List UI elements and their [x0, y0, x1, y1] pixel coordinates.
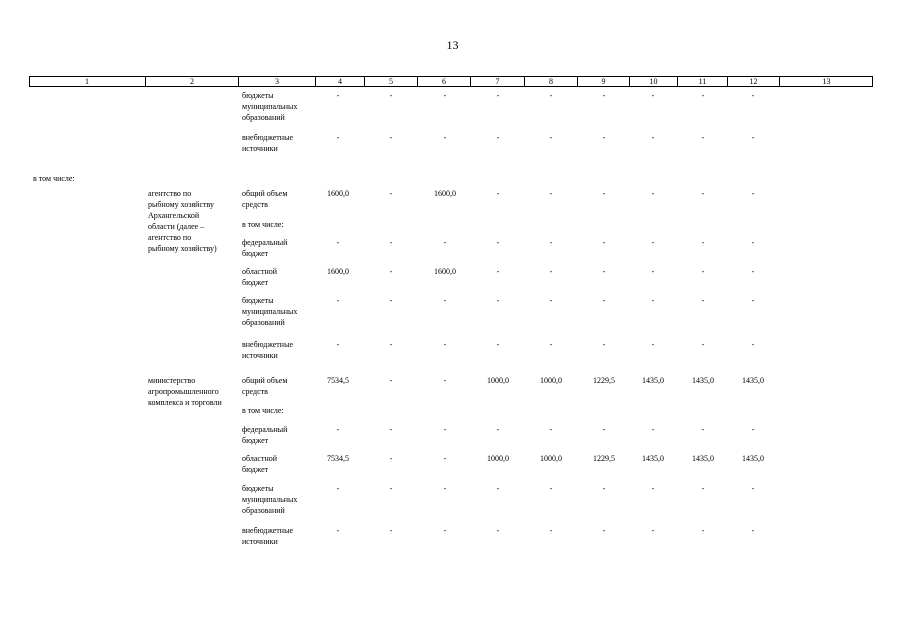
value-cell: 1600,0 [327, 189, 349, 198]
value-cell: - [651, 484, 655, 493]
row-label-line: источники [242, 144, 278, 153]
value-cell: - [389, 454, 393, 463]
row-label-line: федеральный [242, 238, 288, 247]
value-cell: - [389, 133, 393, 142]
header-cell: 1 [29, 77, 146, 86]
agency-name-line: Архангельской [148, 211, 200, 220]
agency-name-line: области (далее – [148, 222, 205, 231]
value-cell: - [602, 296, 606, 305]
value-cell: - [701, 189, 705, 198]
header-cell: 12 [728, 77, 780, 86]
value-cell: - [549, 189, 553, 198]
value-cell: - [549, 296, 553, 305]
row-label-line: муниципальных [242, 495, 298, 504]
value-cell: - [443, 91, 447, 100]
value-cell: 1435,0 [692, 376, 714, 385]
value-cell: - [389, 91, 393, 100]
value-cell: - [751, 425, 755, 434]
value-cell: - [751, 238, 755, 247]
row-label-line: бюджеты [242, 484, 274, 493]
agency-name-line: агентство по [148, 233, 192, 242]
row-label-line: областной [242, 454, 278, 463]
agency-name-line: министерство [148, 376, 196, 385]
value-cell: 7534,5 [327, 376, 349, 385]
value-cell: - [651, 340, 655, 349]
row-label-line: внебюджетные [242, 340, 293, 349]
value-cell: - [602, 267, 606, 276]
header-cell: 13 [822, 77, 831, 86]
row-label-line: в том числе: [242, 220, 284, 229]
value-cell: 1000,0 [540, 376, 562, 385]
value-cell: - [602, 189, 606, 198]
value-cell: 7534,5 [327, 454, 349, 463]
value-cell: - [496, 267, 500, 276]
value-cell: 1600,0 [434, 189, 456, 198]
value-cell: - [336, 238, 340, 247]
row-label-line: образований [242, 113, 285, 122]
value-cell: - [651, 425, 655, 434]
value-cell: - [751, 267, 755, 276]
agency-name-line: агентство по [148, 189, 192, 198]
header-cell: 11 [678, 77, 728, 86]
row-label-line: бюджет [242, 465, 269, 474]
row-label-line: источники [242, 351, 278, 360]
header-cell: 9 [578, 77, 630, 86]
value-cell: - [336, 91, 340, 100]
header-cell: 5 [365, 77, 418, 86]
value-cell: - [443, 454, 447, 463]
value-cell: - [701, 267, 705, 276]
value-cell: - [443, 526, 447, 535]
row-label-line: средств [242, 387, 268, 396]
value-cell: - [443, 340, 447, 349]
value-cell: - [336, 296, 340, 305]
value-cell: - [602, 133, 606, 142]
row-label-line: внебюджетные [242, 526, 293, 535]
header-cell: 8 [525, 77, 578, 86]
header-cell: 3 [239, 77, 316, 86]
value-cell: - [751, 133, 755, 142]
value-cell: - [549, 526, 553, 535]
value-cell: 1435,0 [692, 454, 714, 463]
value-cell: - [496, 425, 500, 434]
value-cell: - [602, 91, 606, 100]
value-cell: 1435,0 [642, 454, 664, 463]
header-cell: 6 [418, 77, 471, 86]
row-label-line: муниципальных [242, 102, 298, 111]
value-cell: - [549, 91, 553, 100]
value-cell: - [389, 526, 393, 535]
value-cell: - [389, 484, 393, 493]
value-cell: - [751, 296, 755, 305]
value-cell: - [651, 133, 655, 142]
row-label-line: бюджеты [242, 91, 274, 100]
value-cell: - [701, 526, 705, 535]
value-cell: 1435,0 [742, 376, 764, 385]
value-cell: - [496, 133, 500, 142]
value-cell: - [443, 133, 447, 142]
value-cell: - [701, 425, 705, 434]
value-cell: 1435,0 [742, 454, 764, 463]
value-cell: - [602, 238, 606, 247]
value-cell: - [443, 296, 447, 305]
row-label-line: источники [242, 537, 278, 546]
value-cell: - [549, 238, 553, 247]
value-cell: - [496, 484, 500, 493]
value-cell: - [443, 425, 447, 434]
row-label-line: бюджет [242, 436, 269, 445]
row-label-line: бюджет [242, 278, 269, 287]
value-cell: - [751, 189, 755, 198]
value-cell: - [549, 267, 553, 276]
value-cell: - [389, 267, 393, 276]
value-cell: - [602, 425, 606, 434]
row-label-line: в том числе: [242, 406, 284, 415]
value-cell: - [389, 296, 393, 305]
value-cell: - [751, 91, 755, 100]
value-cell: 1000,0 [487, 454, 509, 463]
value-cell: - [336, 133, 340, 142]
value-cell: - [336, 484, 340, 493]
row-label-line: областной [242, 267, 278, 276]
value-cell: - [549, 484, 553, 493]
value-cell: 1000,0 [540, 454, 562, 463]
value-cell: - [701, 133, 705, 142]
value-cell: - [389, 376, 393, 385]
page-number: 13 [446, 38, 459, 52]
value-cell: - [751, 340, 755, 349]
value-cell: - [389, 340, 393, 349]
value-cell: - [496, 91, 500, 100]
value-cell: - [701, 484, 705, 493]
row-label-line: бюджеты [242, 296, 274, 305]
value-cell: - [336, 340, 340, 349]
value-cell: - [336, 425, 340, 434]
header-cell: 10 [630, 77, 678, 86]
value-cell: - [651, 526, 655, 535]
value-cell: - [602, 340, 606, 349]
agency-name-line: комплекса и торговли [148, 398, 222, 407]
table-header-row [29, 76, 873, 87]
row-label-line: бюджет [242, 249, 269, 258]
value-cell: - [443, 376, 447, 385]
header-cell: 7 [471, 77, 525, 86]
row-label-line: образований [242, 318, 285, 327]
row-label-line: общий объем [242, 189, 288, 198]
header-cell: 2 [146, 77, 239, 86]
row-label-line: муниципальных [242, 307, 298, 316]
value-cell: - [496, 296, 500, 305]
value-cell: - [389, 189, 393, 198]
row-label-line: образований [242, 506, 285, 515]
value-cell: - [602, 526, 606, 535]
value-cell: - [549, 425, 553, 434]
row-label-line: общий объем [242, 376, 288, 385]
value-cell: - [389, 425, 393, 434]
value-cell: - [701, 340, 705, 349]
value-cell: 1600,0 [327, 267, 349, 276]
value-cell: - [389, 238, 393, 247]
value-cell: - [651, 189, 655, 198]
value-cell: - [701, 91, 705, 100]
value-cell: - [751, 526, 755, 535]
value-cell: - [443, 238, 447, 247]
value-cell: - [496, 238, 500, 247]
agency-name-line: рыбному хозяйству) [148, 244, 217, 253]
row-label-line: федеральный [242, 425, 288, 434]
value-cell: - [602, 484, 606, 493]
value-cell: - [701, 238, 705, 247]
value-cell: 1229,5 [593, 376, 615, 385]
value-cell: - [336, 526, 340, 535]
value-cell: 1600,0 [434, 267, 456, 276]
row-label-line: средств [242, 200, 268, 209]
value-cell: - [549, 340, 553, 349]
row-label-line: внебюджетные [242, 133, 293, 142]
header-cell: 4 [316, 77, 365, 86]
value-cell: - [496, 189, 500, 198]
value-cell: - [443, 484, 447, 493]
value-cell: - [651, 91, 655, 100]
agency-name-line: агропромышленного [148, 387, 219, 396]
value-cell: - [751, 484, 755, 493]
agency-name-line: рыбному хозяйству [148, 200, 215, 209]
in-tom-chisle-label: в том числе: [33, 174, 75, 183]
value-cell: - [651, 296, 655, 305]
value-cell: 1000,0 [487, 376, 509, 385]
value-cell: - [651, 238, 655, 247]
value-cell: 1229,5 [593, 454, 615, 463]
value-cell: 1435,0 [642, 376, 664, 385]
value-cell: - [549, 133, 553, 142]
value-cell: - [496, 526, 500, 535]
value-cell: - [701, 296, 705, 305]
value-cell: - [496, 340, 500, 349]
value-cell: - [651, 267, 655, 276]
